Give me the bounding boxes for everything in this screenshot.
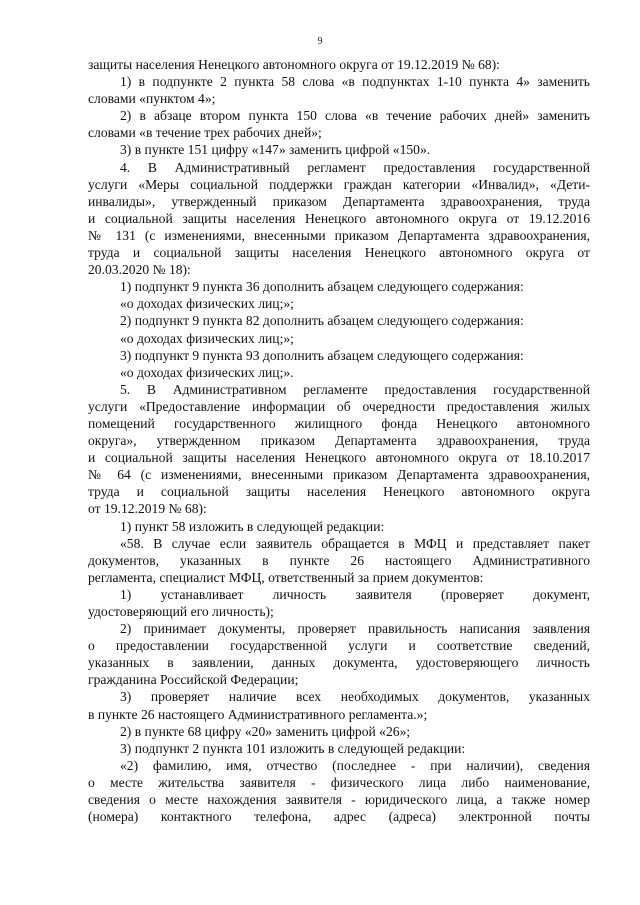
text-line: (номера) контактного телефона, адрес (адреса) электронной почты <box>88 809 590 825</box>
text-line: «2) фамилию, имя, отчество (последнее - при наличии), сведения <box>120 757 590 773</box>
text-line: 1) подпункт 9 пункта 36 дополнить абзацем следующего содержания: <box>120 279 524 295</box>
text-line: услуги «Предоставление информации об очередности предоставления жилых <box>88 398 590 414</box>
text-line: о месте жительства заявителя - физического лица либо наименование, <box>88 774 590 790</box>
text-line: 3) в пункте 151 цифру «147» заменить цифрой «150». <box>120 142 431 158</box>
text-line: и социальной защиты населения Ненецкого автономного округа от 18.10.2017 <box>88 450 590 466</box>
text-line: словами «в течение трех рабочих дней»; <box>88 125 322 141</box>
text-line: 1) в подпункте 2 пункта 58 слова «в подпунктах 1-10 пункта 4» заменить <box>120 74 590 90</box>
document-body <box>88 56 590 825</box>
text-line: словами «пунктом 4»; <box>88 91 216 107</box>
text-line: о предоставлении государственной услуги и соответствие сведений, <box>88 638 590 654</box>
text-line: и социальной защиты населения Ненецкого автономного округа от 19.12.2016 <box>88 210 590 226</box>
text-line: 2) в пункте 68 цифру «20» заменить цифрой «26»; <box>120 723 411 739</box>
text-line: гражданина Российской Федерации; <box>88 672 299 688</box>
text-line: «о доходах физических лиц;»; <box>120 296 294 312</box>
text-line: в пункте 26 настоящего Административного регламента.»; <box>88 706 428 722</box>
text-line: 5. В Административном регламенте предоставления государственной <box>120 381 590 397</box>
text-line: 2) принимает документы, проверяет правильность написания заявления <box>120 621 590 637</box>
text-line: округа», утвержденном приказом Департамента здравоохранения, труда <box>88 433 590 449</box>
text-line: 1) устанавливает личность заявителя (проверяет документ, <box>120 586 590 602</box>
text-line: «о доходах физических лиц;». <box>120 364 294 380</box>
text-line: 3) подпункт 9 пункта 93 дополнить абзацем следующего содержания: <box>120 347 524 363</box>
text-line: 20.03.2020 № 18): <box>88 262 191 278</box>
text-line: 2) в абзаце втором пункта 150 слова «в течение рабочих дней» заменить <box>120 108 590 124</box>
page-number: 9 <box>317 36 323 47</box>
text-line: документов, указанных в пункте 26 настоящего Административного <box>88 552 590 568</box>
text-line: помещений государственного жилищного фонда Ненецкого автономного <box>88 415 590 431</box>
text-line: 3) подпункт 2 пункта 101 изложить в следующей редакции: <box>120 740 466 756</box>
text-line: сведения о месте нахождения заявителя - юридического лица, а также номер <box>88 792 590 808</box>
text-line: инвалиды», утвержденный приказом Департамента здравоохранения, труда <box>88 193 590 209</box>
text-line: услуги «Меры социальной поддержки граждан категории «Инвалид», «Дети- <box>88 176 590 192</box>
text-line: «58. В случае если заявитель обращается в МФЦ и представляет пакет <box>120 535 590 551</box>
text-line: регламента, специалист МФЦ, ответственный за прием документов: <box>88 569 484 585</box>
text-line: № 64 (с изменениями, внесенными приказом Департамента здравоохранения, <box>88 467 590 483</box>
text-line: защиты населения Ненецкого автономного округа от 19.12.2019 № 68): <box>88 57 500 72</box>
text-line: № 131 (с изменениями, внесенными приказом Департамента здравоохранения, <box>88 227 590 243</box>
text-line: «о доходах физических лиц;»; <box>120 330 294 346</box>
text-line: труда и социальной защиты населения Ненецкого автономного округа <box>88 484 590 500</box>
text-line: удостоверяющий его личность); <box>88 604 274 619</box>
text-line: указанных в заявлении, данных документа, удостоверяющего личность <box>88 655 590 671</box>
text-line: 2) подпункт 9 пункта 82 дополнить абзацем следующего содержания: <box>120 313 524 329</box>
text-line: 1) пункт 58 изложить в следующей редакции: <box>120 518 385 534</box>
text-line: 4. В Административный регламент предоставления государственной <box>120 159 590 175</box>
text-line: от 19.12.2019 № 68): <box>88 501 207 517</box>
text-line: труда и социальной защиты населения Ненецкого автономного округа от <box>88 245 590 261</box>
text-line: 3) проверяет наличие всех необходимых документов, указанных <box>120 689 590 705</box>
